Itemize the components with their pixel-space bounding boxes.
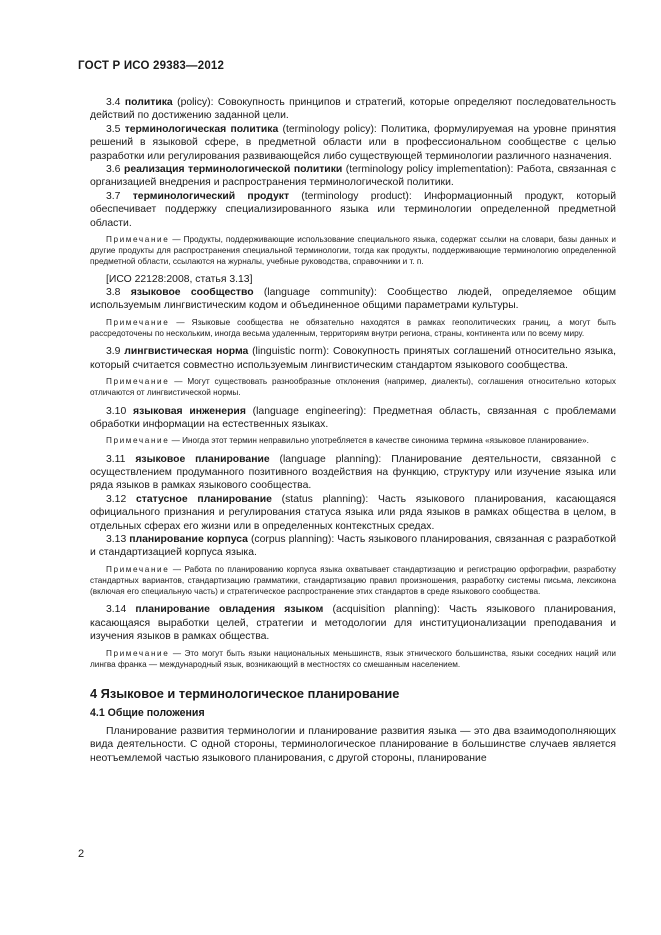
note-3-9: Примечание — Могут существовать разнообразные отклонения (например, диалекты), соглашения относительно которых отличаются от лингвистической нормы. <box>90 377 616 398</box>
definition-3-11: 3.11 языковое планирование (language planning): Планирование деятельности, связанной с осуществлением продуманного позитивного воздействия на функцию, структуру или изучение языка или ряда языков в рамках языкового сообщества. <box>90 453 617 492</box>
note-3-13: Примечание — Работа по планированию корпуса языка охватывает стандартизацию и регистрацию орфографии, разработку стандартных вариантов, стандартизацию грамматики, стандартизацию правил произношения, разработку системы письма, лексикона (включая его специальную часть) и стратегическое распространение этих стандартов в среде языкового сообщества. <box>90 564 616 597</box>
definition-3-4: 3.4 политика (policy): Совокупность принципов и стратегий, которые определяют последовательность действий по достижению заданной цели. <box>90 97 616 122</box>
definition-3-7: 3.7 терминологический продукт (terminology product): Информационный продукт, который обеспечивает поддержку специализированного языка или терминологии определенной предметной области. <box>90 190 617 229</box>
reference-iso-22128: [ИСО 22128:2008, статья 3.13] <box>106 273 253 285</box>
document-header: ГОСТ Р ИСО 29383—2012 <box>78 60 225 72</box>
definition-3-6: 3.6 реализация терминологической политики (terminology policy implementation): Работа, связанная с организацией внедрения и распространения терминологической политики. <box>90 164 616 189</box>
definition-3-9: 3.9 лингвистическая норма (linguistic norm): Совокупность принятых соглашений относительно языка, который считается совместно используемым лингвистическим стандартом языкового сообщества. <box>90 346 617 371</box>
definition-3-13: 3.13 планирование корпуса (corpus planning): Часть языкового планирования, связанная с разработкой и стандартизацией корпуса языка. <box>90 533 616 559</box>
section-4-1-paragraph: Планирование развития терминологии и планирование развития языка — это два взаимодополняющих вида деятельности. С одной стороны, терминологическое планирование в большинстве случаев является неотъемлемой частью языкового планирования, с другой стороны, планирование <box>90 726 616 764</box>
definition-3-8: 3.8 языковое сообщество (language community): Сообщество людей, определяемое общим используемым лингвистическим кодом и объединенное общими параметрами культуры. <box>90 287 616 312</box>
page-number: 2 <box>78 848 85 860</box>
note-3-14: Примечание — Это могут быть языки национальных меньшинств, язык этнического большинства, языки соседних наций или лингва франка — международный язык, возникающий в местностях со смешанным населением. <box>90 648 616 669</box>
note-3-8: Примечание — Языковые сообщества не обязательно находятся в рамках геополитических границ, а могут быть рассредоточены по нескольким, иногда весьма удаленным, территориям внутри региона, страны, континента или по всему миру. <box>90 317 616 339</box>
subsection-heading-4-1: 4.1 Общие положения <box>90 707 205 720</box>
definition-3-12: 3.12 статусное планирование (status planning): Часть языкового планирования, касающаяся официального признания и регулирования статуса языка или ряда языков в рамках общества в целом, в отдельных сферах его жизни или в определенных контекстных средах. <box>90 493 617 532</box>
page-content <box>90 96 616 765</box>
section-heading-4: 4 Языковое и терминологическое планирование <box>90 686 400 702</box>
note-3-10: Примечание — Иногда этот термин неправильно употребляется в качестве синонима термина «языковое планирование». <box>106 436 589 446</box>
definition-3-5: 3.5 терминологическая политика (terminology policy): Политика, формулируемая на уровне принятия решений в языковой сфере, в предметной области или в профессиональном сообществе с целью разработки или регулирования развивающейся либо существующей терминологии различного назначения. <box>90 123 617 162</box>
definition-3-10: 3.10 языковая инженерия (language engineering): Предметная область, связанная с проблемами обработки информации на естественных языках. <box>90 405 616 430</box>
note-3-7: Примечание — Продукты, поддерживающие использование специального языка, содержат ссылки на словари, базы данных и другие продукты для распространения специальной терминологии, тогда как продукты, поддерживающие терминологию определенной предметной области, ссылаются на журналы, учебные руководства, справочники и т. п. <box>90 235 616 267</box>
definition-3-14: 3.14 планирование овладения языком (acquisition planning): Часть языкового планирования, касающаяся выработки целей, стратегии и методологии для институционализации преподавания и изучения языков в рамках общества. <box>90 604 616 643</box>
